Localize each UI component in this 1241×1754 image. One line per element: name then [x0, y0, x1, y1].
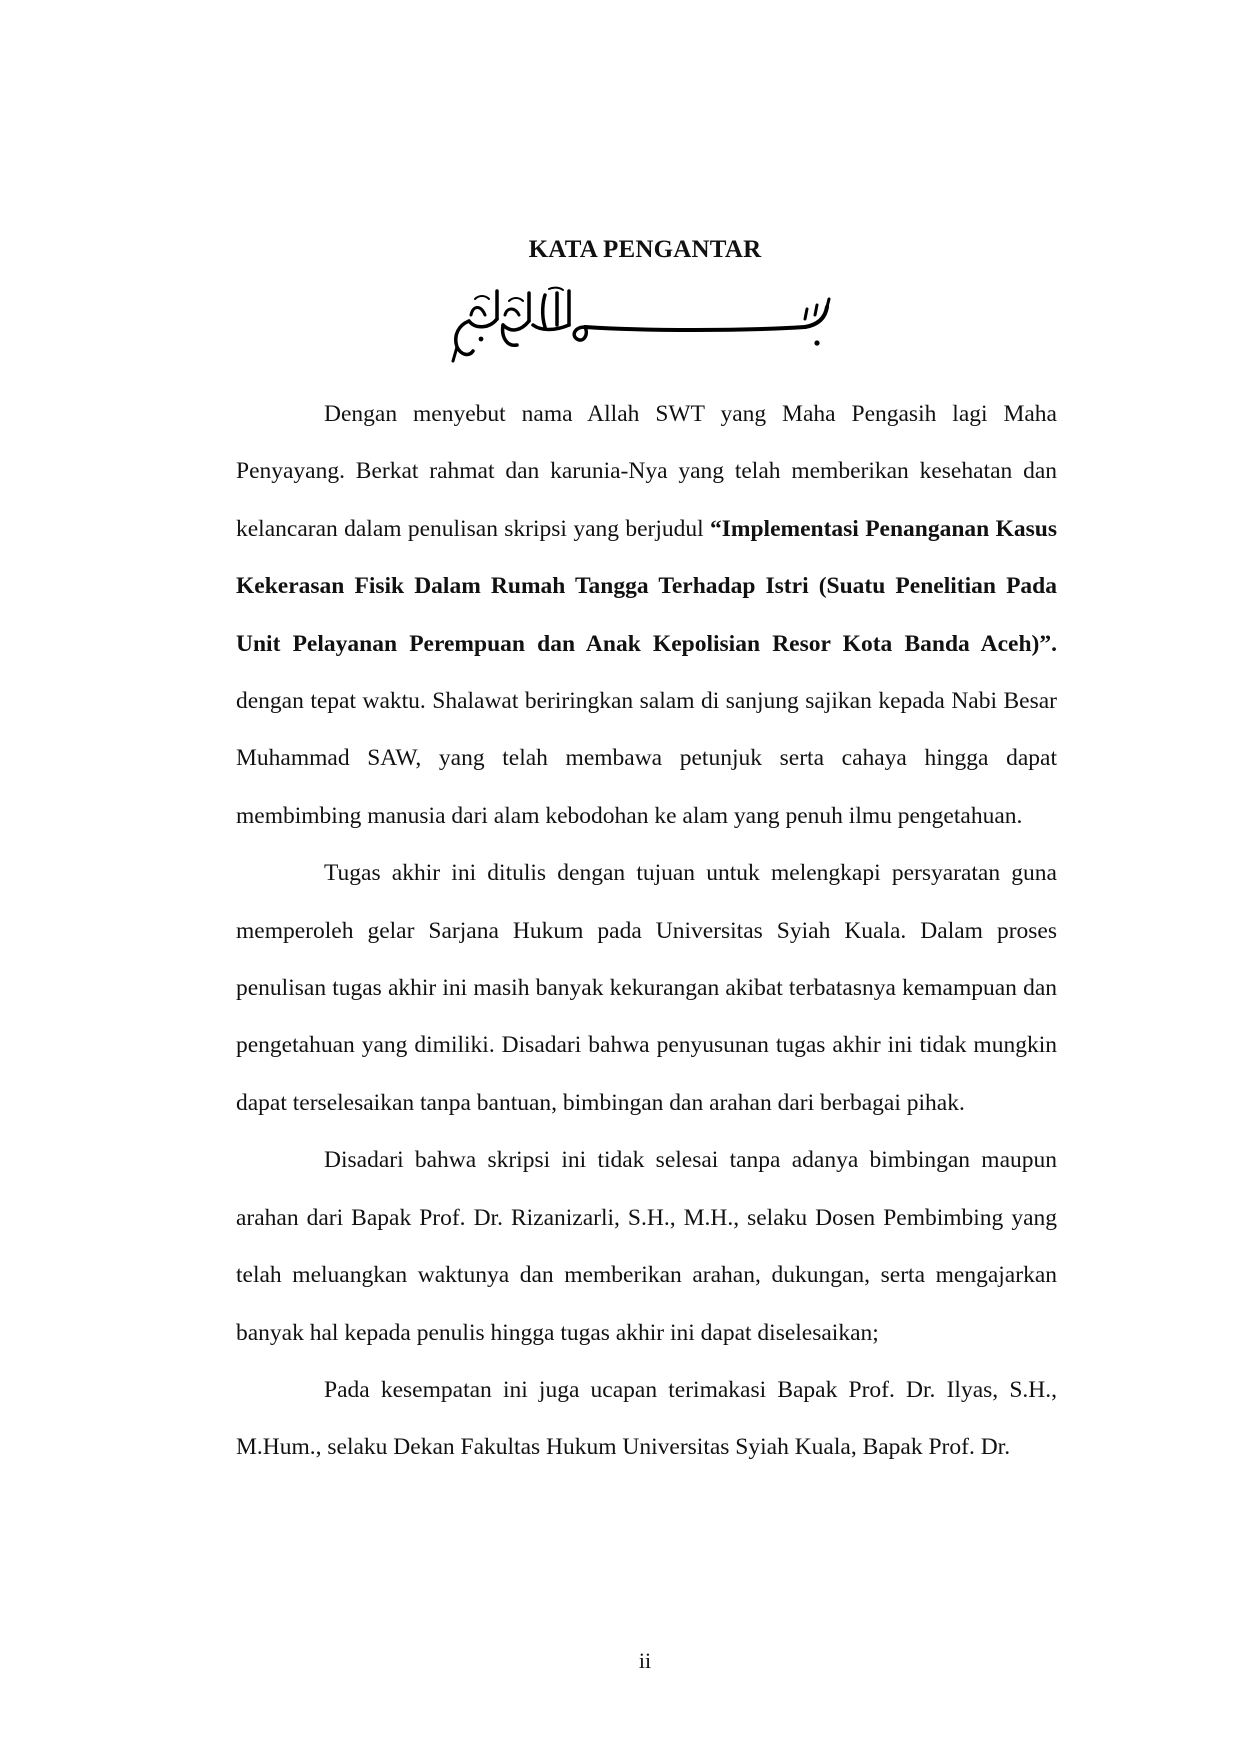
- page-title: KATA PENGANTAR: [528, 236, 762, 263]
- paragraph-1-opening: Dengan menyebut nama Allah SWT yang Maha Pengasih lagi Maha Penyayang. Berkat rahmat dan karunia-Nya yang telah memberikan kesehatan dan kelancaran dalam penulisan skripsi yang berjudul: [236, 401, 1057, 542]
- body-text: [236, 386, 1057, 1477]
- paragraph-1: [236, 386, 1057, 845]
- page-number: ii: [638, 1648, 652, 1673]
- paragraph-4: Pada kesempatan ini juga ucapan terimakasi Bapak Prof. Dr. Ilyas, S.H., M.Hum., selaku Dekan Fakultas Hukum Universitas Syiah Kuala, Bapak Prof. Dr.: [236, 1376, 1057, 1461]
- paragraph-3: Disadari bahwa skripsi ini tidak selesai tanpa adanya bimbingan maupun arahan dari Bapak Prof. Dr. Rizanizarli, S.H., M.H., selaku Dosen Pembimbing yang telah meluangkan waktunya dan memberikan arahan, dukungan, serta mengajarkan banyak hal kepada penulis hingga tugas akhir ini dapat diselesaikan;: [236, 1147, 1057, 1346]
- basmalah-calligraphy-icon: [445, 285, 843, 363]
- paragraph-2: Tugas akhir ini ditulis dengan tujuan untuk melengkapi persyaratan guna memperoleh gelar Sarjana Hukum pada Universitas Syiah Kuala. Dalam proses penulisan tugas akhir ini masih banyak kekurangan akibat terbatasnya kemampuan dan pengetahuan yang dimiliki. Disadari bahwa penyusunan tugas akhir ini tidak mungkin dapat terselesaikan tanpa bantuan, bimbingan dan arahan dari berbagai pihak.: [236, 860, 1057, 1116]
- paragraph-1-closing: dengan tepat waktu. Shalawat beriringkan salam di sanjung sajikan kepada Nabi Besar Muhammad SAW, yang telah membawa petunjuk serta cahaya hingga dapat membimbing manusia dari alam kebodohan ke alam yang penuh ilmu pengetahuan.: [236, 688, 1057, 829]
- thesis-title: “Implementasi Penanganan Kasus Kekerasan Fisik Dalam Rumah Tangga Terhadap Istri (Suatu Penelitian Pada Unit Pelayanan Perempuan dan Anak Kepolisian Resor Kota Banda Aceh)”.: [236, 515, 1057, 657]
